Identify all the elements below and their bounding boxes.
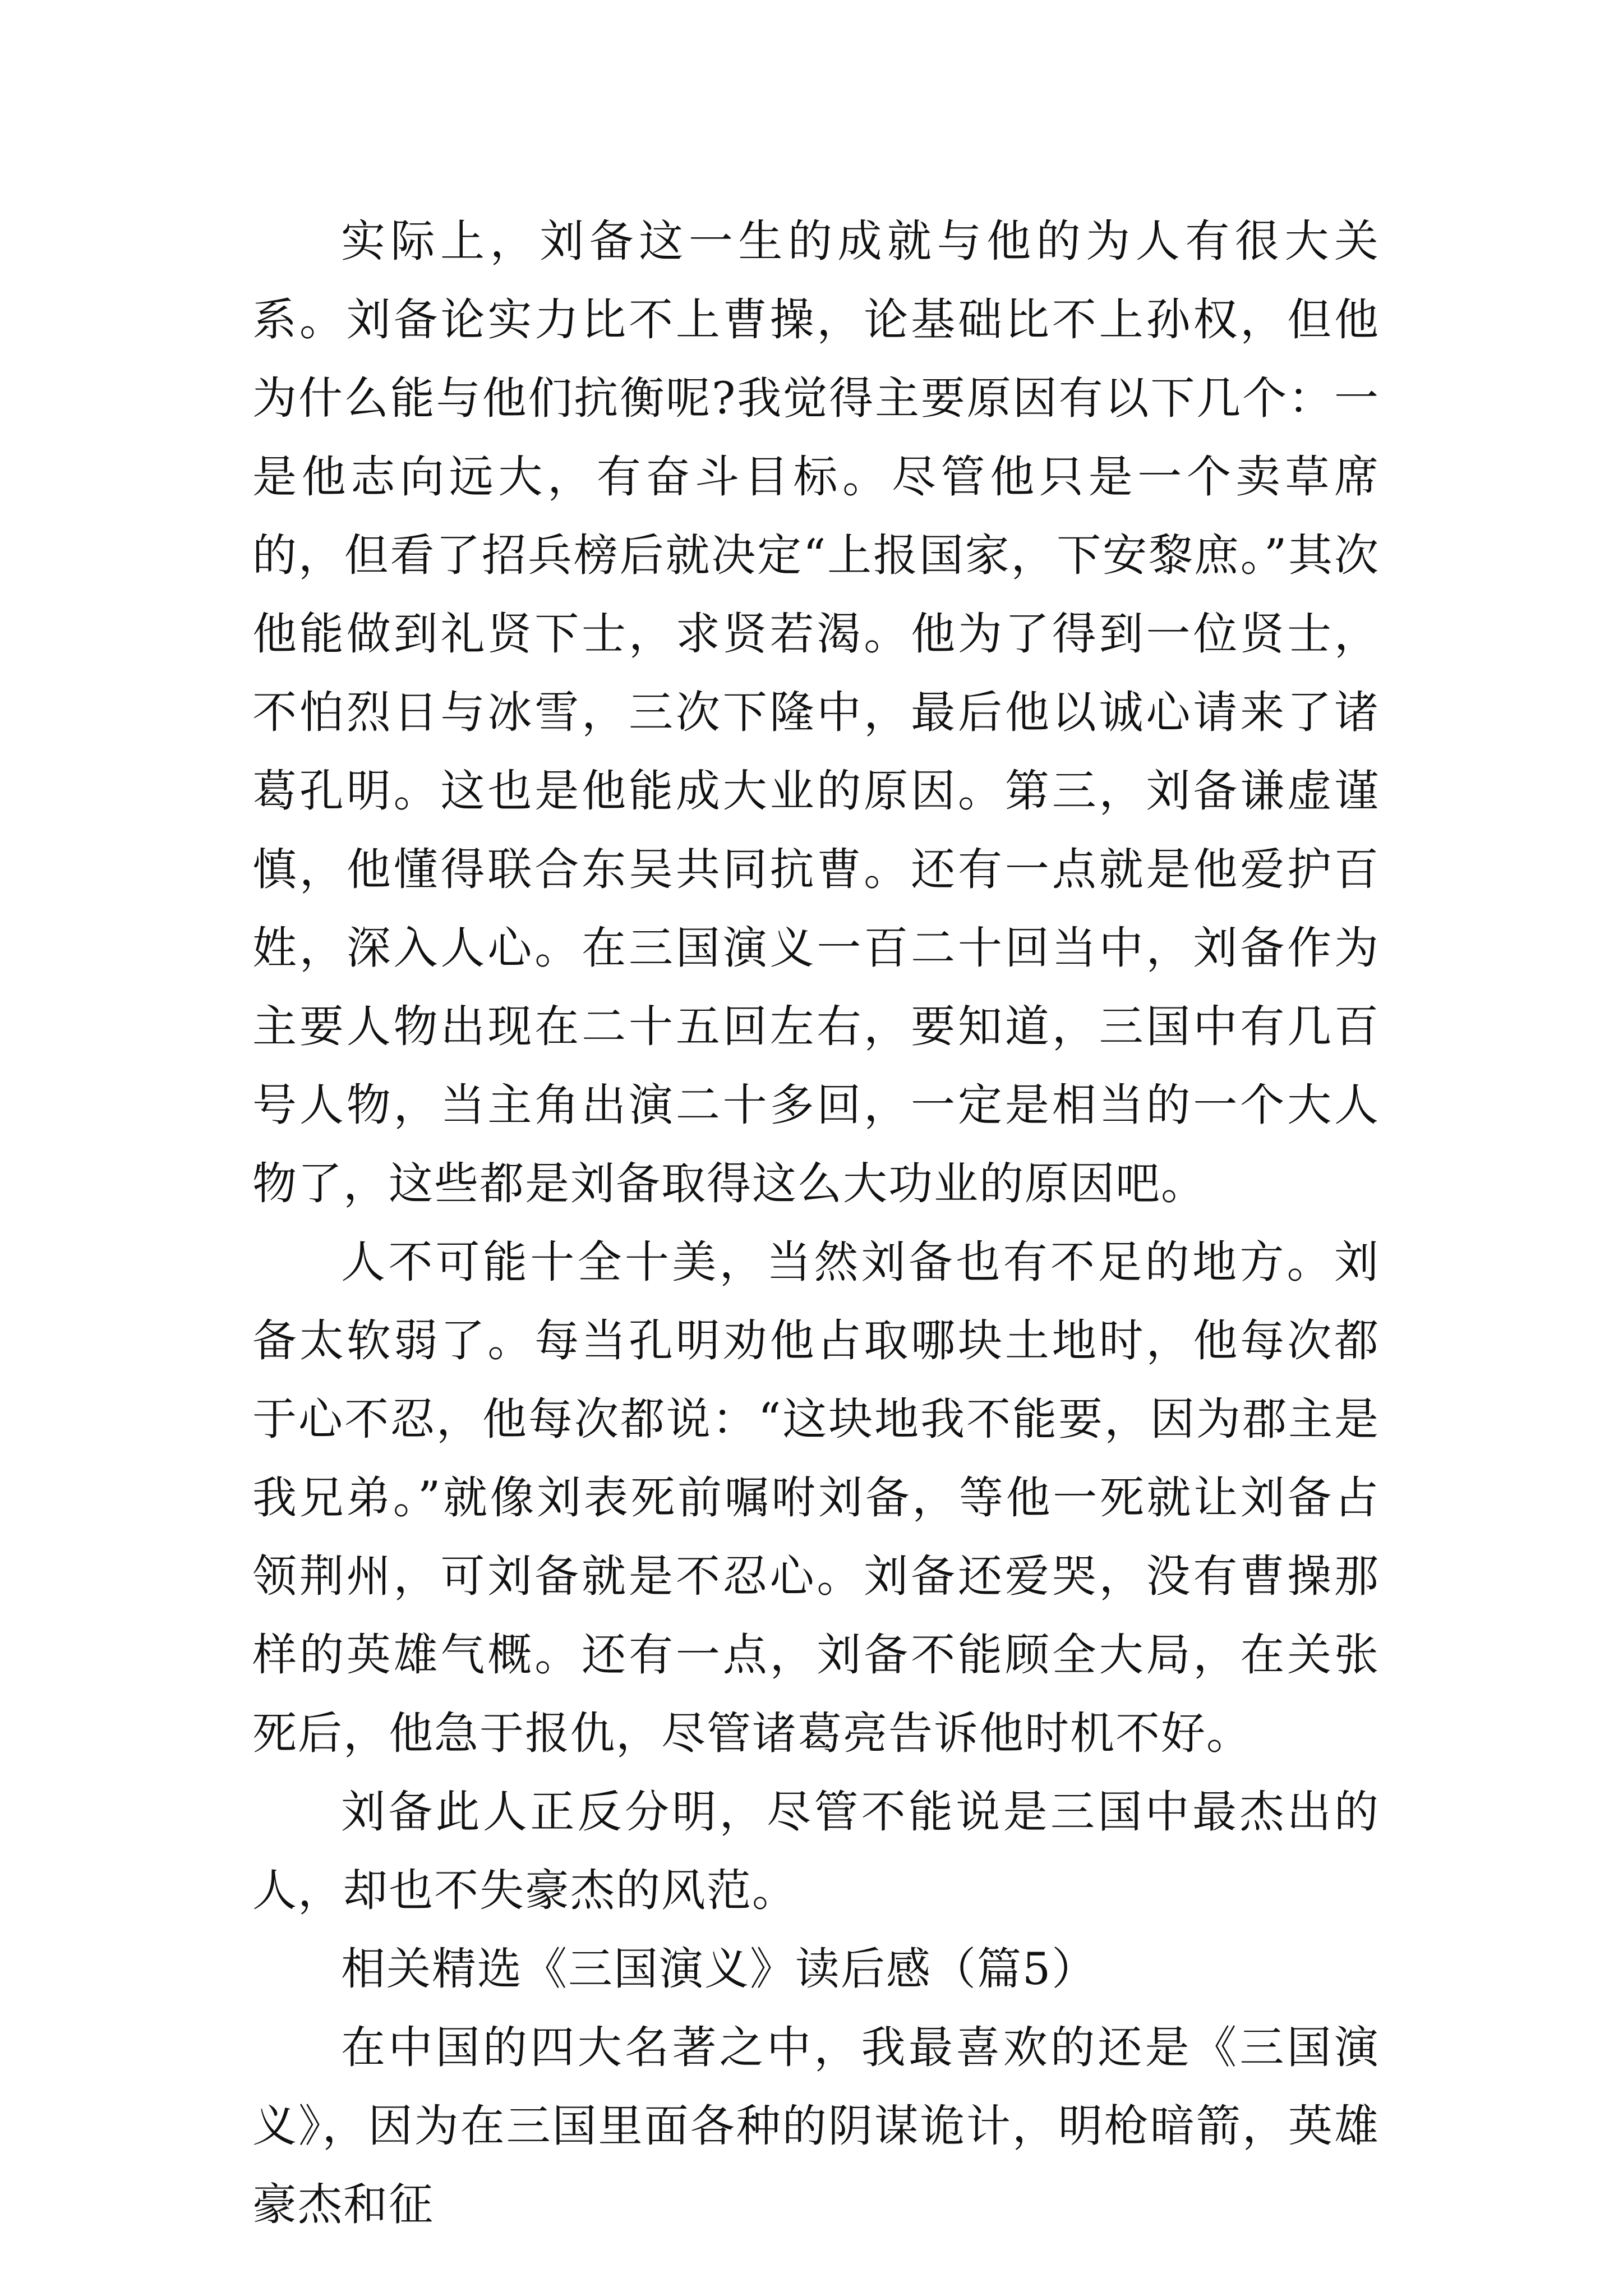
section-heading: 相关精选《三国演义》读后感（篇5） xyxy=(341,1943,1098,1995)
document-body xyxy=(252,202,1380,2244)
paragraph-achievements: 实际上，刘备这一生的成就与他的为人有很大关系。刘备论实力比不上曹操，论基础比不上孙权，但他为什么能与他们抗衡呢?我觉得主要原因有以下几个：一是他志向远大，有奋斗目标。尽管他只是一个卖草席的，但看了招兵榜后就决定“上报国家，下安黎庶。”其次他能做到礼贤下士，求贤若渴。他为了得到一位贤士，不怕烈日与冰雪，三次下隆中，最后他以诚心请来了诸葛孔明。这也是他能成大业的原因。第三，刘备谦虚谨慎，他懂得联合东吴共同抗曹。还有一点就是他爱护百姓，深入人心。在三国演义一百二十回当中，刘备作为主要人物出现在二十五回左右，要知道，三国中有几百号人物，当主角出演二十多回，一定是相当的一个大人物了，这些都是刘备取得这么大功业的原因吧。 xyxy=(252,215,1380,1209)
paragraph-next-essay: 在中国的四大名著之中，我最喜欢的还是《三国演义》，因为在三国里面各种的阴谋诡计，明枪暗箭，英雄豪杰和征 xyxy=(252,2022,1380,2230)
paragraph-shortcomings: 人不可能十全十美，当然刘备也有不足的地方。刘备太软弱了。每当孔明劝他占取哪块土地时，他每次都于心不忍，他每次都说：“这块地我不能要，因为郡主是我兄弟。”就像刘表死前嘱咐刘备，等他一死就让刘备占领荆州，可刘备就是不忍心。刘备还爱哭，没有曹操那样的英雄气概。还有一点，刘备不能顾全大局，在关张死后，他急于报仇，尽管诸葛亮告诉他时机不好。 xyxy=(252,1236,1380,1759)
paragraph-conclusion: 刘备此人正反分明，尽管不能说是三国中最杰出的人，却也不失豪杰的风范。 xyxy=(252,1786,1380,1916)
